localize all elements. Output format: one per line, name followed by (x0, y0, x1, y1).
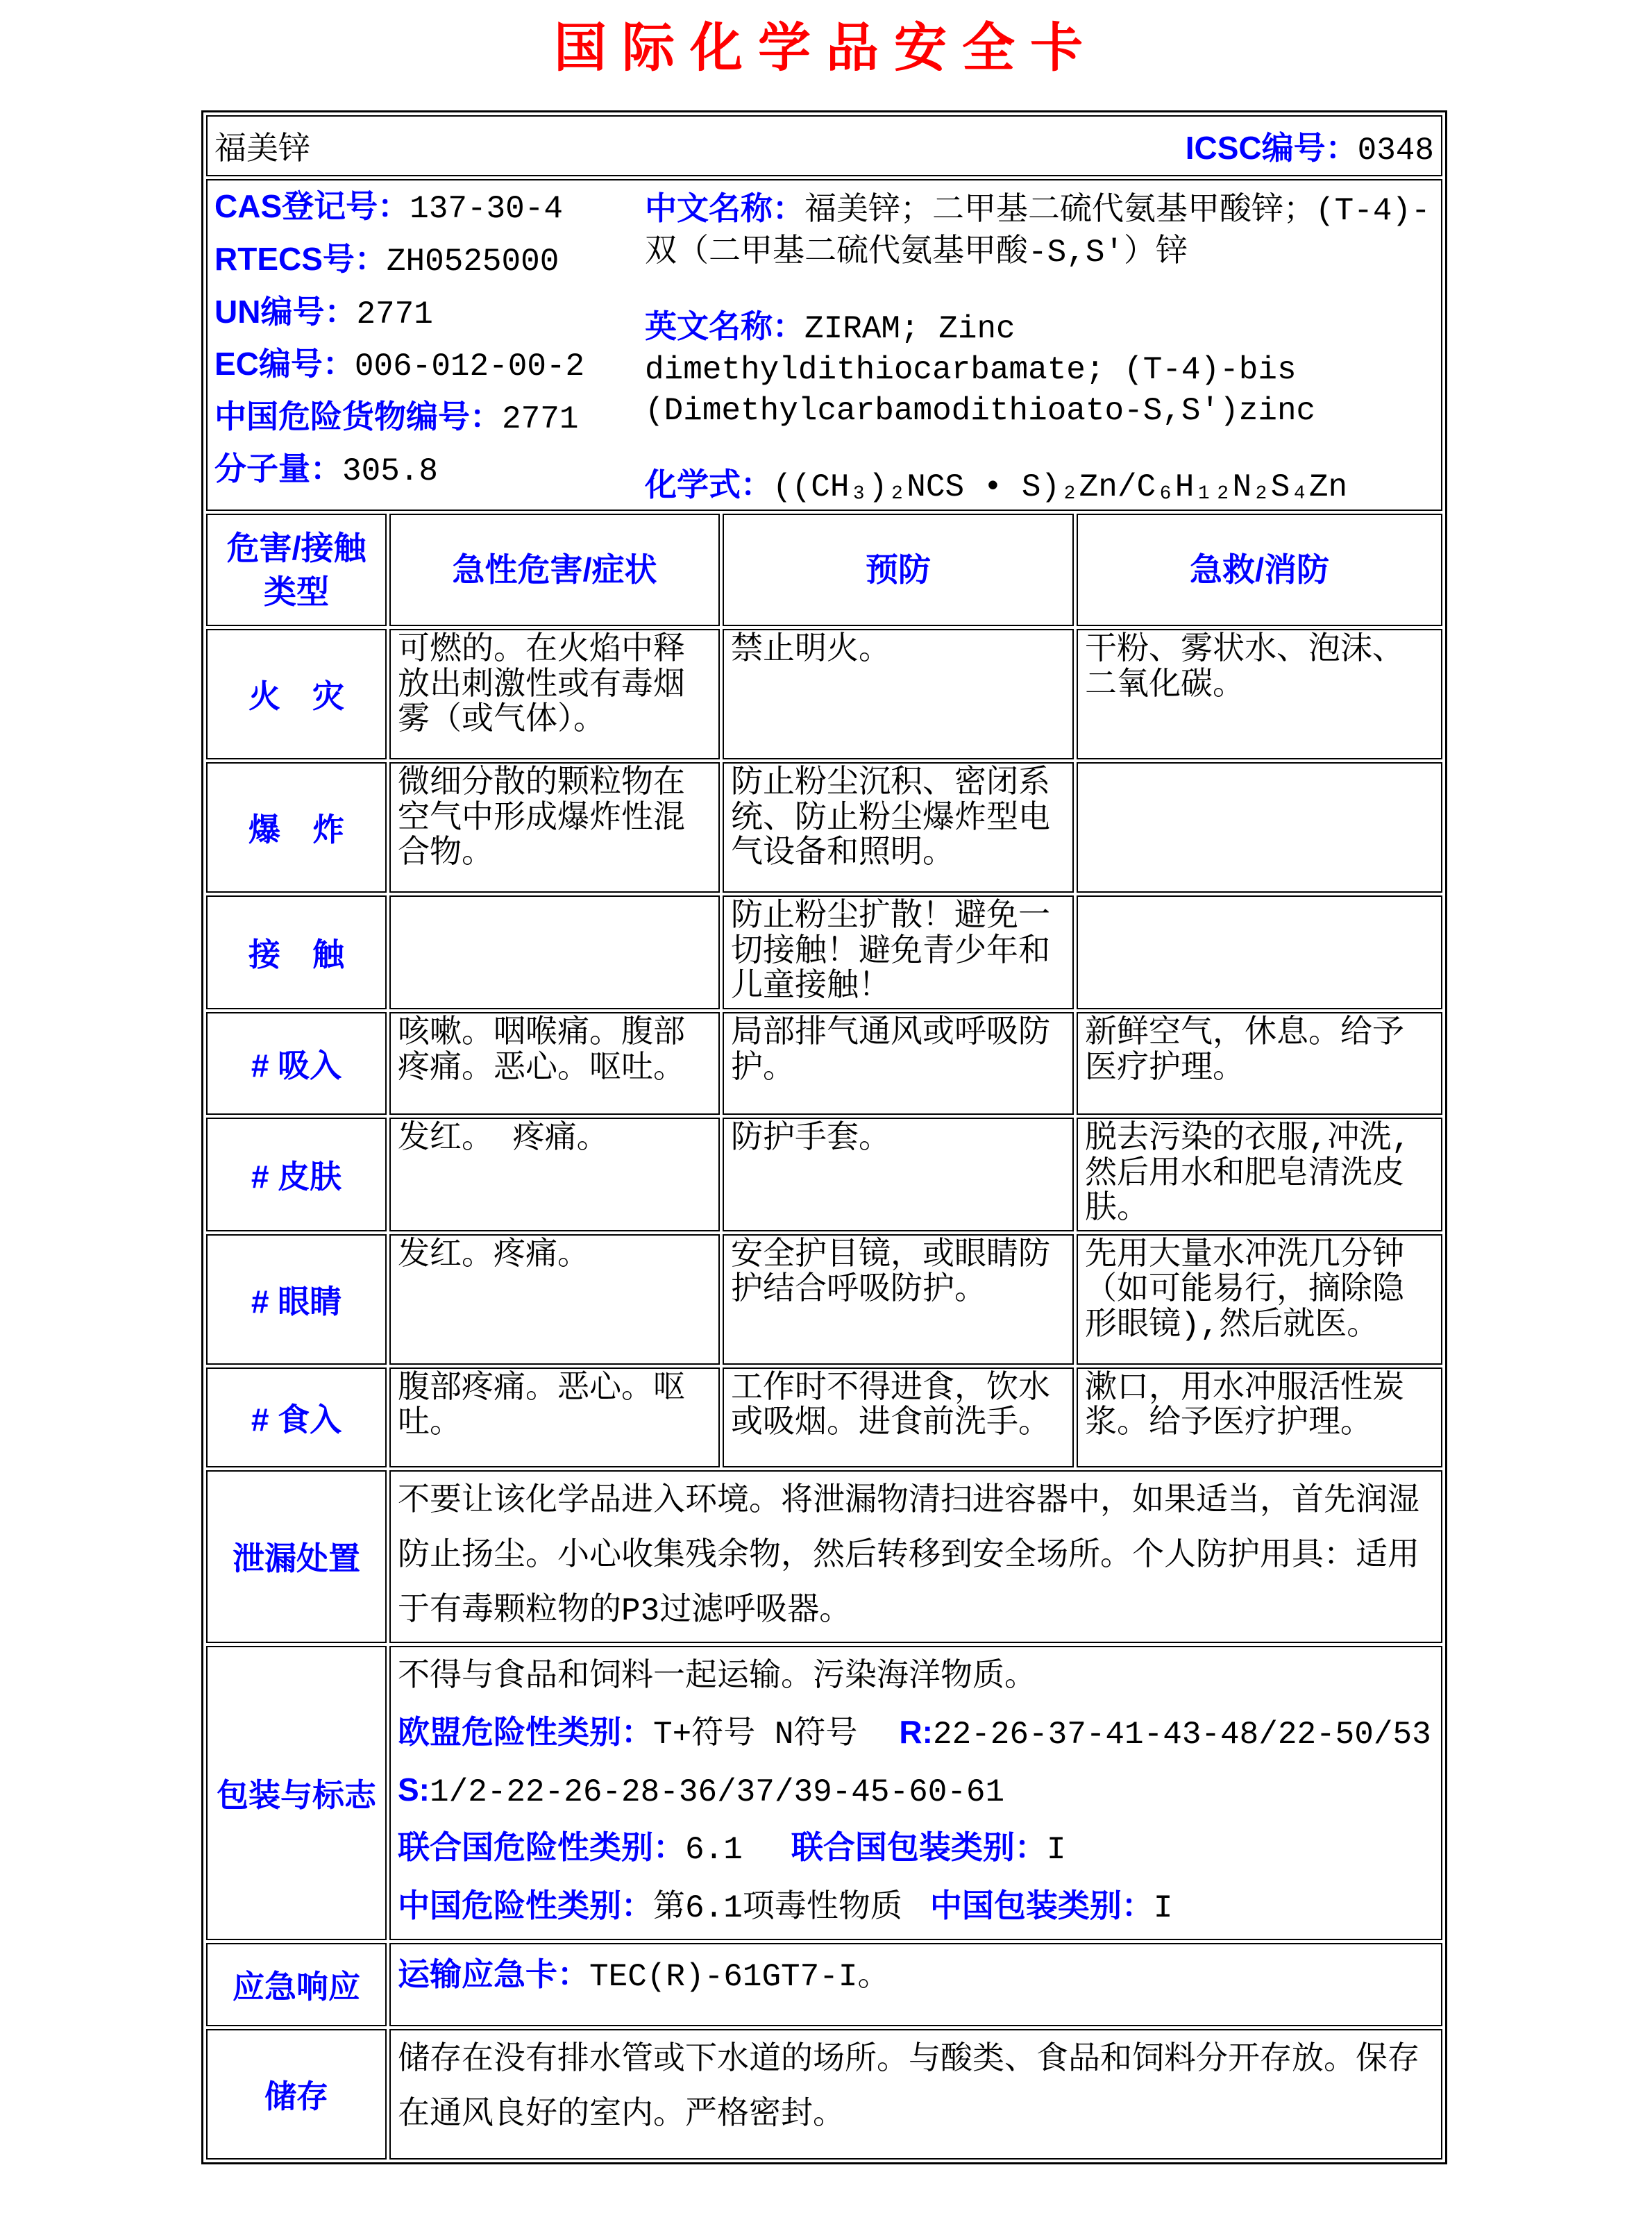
contact-label: 接 触 (206, 895, 387, 1009)
section-row-spillage (206, 1470, 1442, 1643)
english-name-label: 英文名称： (645, 308, 804, 344)
chinese-name-label: 中文名称： (645, 190, 804, 227)
molecular-weight-label: 分子量： (214, 451, 342, 487)
hazard-row-ingestion (206, 1367, 1442, 1467)
un-number-value: 2771 (356, 296, 433, 333)
explosion-prevention: 防止粉尘沉积、密闭系统、防止粉尘爆炸型电气设备和照明。 (723, 762, 1074, 893)
inhalation-prevention: 局部排气通风或呼吸防护。 (723, 1012, 1074, 1115)
storage-text: 储存在没有排水管或下水道的场所。与酸类、食品和饲料分开存放。保存在通风良好的室内。严格密封。 (389, 2029, 1442, 2160)
emergency-content (389, 1943, 1442, 2026)
molecular-weight-line (214, 451, 645, 489)
fire-prevention: 禁止明火。 (723, 629, 1074, 759)
transport-card-value: TEC(R)-61GT7-I。 (589, 1958, 890, 1995)
skin-response: 脱去污染的衣服,冲洗,然后用水和肥皂清洗皮肤。 (1077, 1118, 1442, 1231)
storage-label: 储存 (206, 2029, 387, 2160)
contact-prevention: 防止粉尘扩散！避免一切接触！避免青少年和儿童接触！ (723, 895, 1074, 1009)
cn-class-value: 第6.1项毒性物质 (653, 1889, 902, 1926)
hazard-row-eyes (206, 1234, 1442, 1365)
icsc-number (1186, 123, 1434, 169)
rtecs-number-value: ZH0525000 (386, 243, 559, 280)
cas-number-line (214, 189, 645, 227)
section-row-packaging (206, 1646, 1442, 1940)
packaging-label: 包装与标志 (206, 1646, 387, 1940)
china-dg-number-label: 中国危险货物编号： (214, 398, 502, 435)
r-phrases-label: R: (899, 1714, 933, 1751)
chinese-name-block (645, 189, 1434, 271)
ec-number-label: EC编号： (214, 346, 355, 382)
page-title: 国际化学品安全卡 (554, 19, 1098, 78)
cas-number-value: 137-30-4 (410, 191, 563, 228)
s-phrases-value: 1/2-22-26-28-36/37/39-45-60-61 (430, 1774, 1005, 1811)
skin-prevention: 防护手套。 (723, 1118, 1074, 1231)
china-dg-number-line (214, 399, 645, 437)
packaging-un-line (398, 1820, 1434, 1878)
un-pack-label: 联合国包装类别： (791, 1829, 1047, 1866)
identifiers-right-column (645, 183, 1434, 507)
header-acute-symptoms: 急性危害/症状 (389, 514, 720, 626)
inhalation-symptoms: 咳嗽。咽喉痛。腹部疼痛。恶心。呕吐。 (389, 1012, 720, 1115)
un-class-value: 6.1 (685, 1832, 743, 1869)
cas-number-label: CAS登记号： (214, 188, 410, 225)
cn-pack-label: 中国包装类别： (929, 1887, 1154, 1924)
english-name-block (645, 307, 1434, 430)
packaging-transport-note: 不得与食品和饲料一起运输。污染海洋物质。 (398, 1659, 1036, 1696)
s-phrases-label: S: (398, 1771, 430, 1808)
explosion-label: 爆 炸 (206, 762, 387, 893)
eyes-label: # 眼睛 (206, 1234, 387, 1365)
hazard-row-contact (206, 895, 1442, 1009)
eu-class-value: T+符号 N符号 (653, 1717, 858, 1753)
un-pack-value: I (1046, 1832, 1066, 1869)
hazard-row-explosion (206, 762, 1442, 893)
eyes-symptoms: 发红。疼痛。 (389, 1234, 720, 1365)
chemical-formula-label: 化学式： (645, 466, 773, 503)
skin-symptoms: 发红。 疼痛。 (389, 1118, 720, 1231)
spillage-text: 不要让该化学品进入环境。将泄漏物清扫进容器中，如果适当，首先润湿防止扬尘。小心收集残余物，然后转移到安全场所。个人防护用具：适用于有毒颗粒物的P3过滤呼吸器。 (389, 1470, 1442, 1643)
chemical-formula-value: ((CH₃)₂NCS • S)₂Zn/C₆H₁₂N₂S₄Zn (773, 469, 1348, 505)
english-name-value: ZIRAM; Zinc dimethyldithiocarbamate; (T-4)-bis (Dimethylcarbamodithioato-S,S')zinc (645, 310, 1316, 429)
skin-label: # 皮肤 (206, 1118, 387, 1231)
chinese-name-value: 福美锌；二甲基二硫代氨基甲酸锌；(T-4)-双（二甲基二硫代氨基甲酸-S,S'）锌 (645, 193, 1431, 271)
chemical-formula-block (645, 465, 1434, 507)
emergency-label: 应急响应 (206, 1943, 387, 2026)
rtecs-number-label: RTECS号： (214, 240, 387, 277)
hazard-row-fire (206, 629, 1442, 759)
transport-card-label: 运输应急卡： (398, 1955, 589, 1992)
icsc-number-label: ICSC编号： (1185, 130, 1358, 167)
identifiers-left-column (214, 183, 645, 507)
packaging-cn-line (398, 1878, 1434, 1936)
ec-number-value: 006-012-00-2 (354, 348, 585, 385)
inhalation-response: 新鲜空气，休息。给予医疗护理。 (1077, 1012, 1442, 1115)
molecular-weight-value: 305.8 (342, 453, 439, 490)
header-prevention: 预防 (723, 514, 1074, 626)
icsc-card-table (201, 110, 1447, 2164)
section-row-emergency (206, 1943, 1442, 2026)
rtecs-number-line (214, 242, 645, 280)
contact-symptoms (389, 895, 720, 1009)
icsc-number-value: 0348 (1357, 133, 1435, 169)
un-number-line (214, 294, 645, 333)
packaging-eu-line (398, 1705, 1434, 1762)
china-dg-number-value: 2771 (502, 401, 579, 437)
section-row-storage (206, 2029, 1442, 2160)
un-class-label: 联合国危险性类别： (398, 1829, 685, 1866)
hazard-row-skin (206, 1118, 1442, 1231)
fire-symptoms: 可燃的。在火焰中释放出刺激性或有毒烟雾（或气体）。 (389, 629, 720, 759)
cn-class-label: 中国危险性类别： (398, 1887, 653, 1924)
un-number-label: UN编号： (214, 293, 357, 330)
card-header-row (206, 115, 1442, 176)
hazard-table-header-row (206, 514, 1442, 626)
ec-number-line (214, 346, 645, 385)
card-header-cell (206, 115, 1442, 176)
identifiers-row (206, 179, 1442, 511)
packaging-s-line (398, 1762, 1434, 1820)
contact-response (1077, 895, 1442, 1009)
cn-pack-value: I (1153, 1889, 1173, 1926)
hazard-row-inhalation (206, 1012, 1442, 1115)
r-phrases-value: 22-26-37-41-43-48/22-50/53 (932, 1717, 1431, 1753)
header-first-aid: 急救/消防 (1077, 514, 1442, 626)
ingestion-label: # 食入 (206, 1367, 387, 1467)
chemical-name: 福美锌 (214, 133, 310, 169)
fire-label: 火 灾 (206, 629, 387, 759)
card-header-content (214, 123, 1434, 169)
header-hazard-type: 危害/接触类型 (206, 514, 387, 626)
explosion-symptoms: 微细分散的颗粒物在空气中形成爆炸性混合物。 (389, 762, 720, 893)
explosion-response (1077, 762, 1442, 893)
identifiers-columns (214, 183, 1434, 507)
eu-class-label: 欧盟危险性类别： (398, 1714, 653, 1751)
packaging-content (389, 1646, 1442, 1940)
spillage-label: 泄漏处置 (206, 1470, 387, 1643)
eyes-response: 先用大量水冲洗几分钟（如可能易行，摘除隐形眼镜),然后就医。 (1077, 1234, 1442, 1365)
ingestion-response: 漱口，用水冲服活性炭浆。给予医疗护理。 (1077, 1367, 1442, 1467)
identifiers-cell (206, 179, 1442, 511)
eyes-prevention: 安全护目镜，或眼睛防护结合呼吸防护。 (723, 1234, 1074, 1365)
inhalation-label: # 吸入 (206, 1012, 387, 1115)
ingestion-prevention: 工作时不得进食，饮水或吸烟。进食前洗手。 (723, 1367, 1074, 1467)
fire-response: 干粉、雾状水、泡沫、二氧化碳。 (1077, 629, 1442, 759)
ingestion-symptoms: 腹部疼痛。恶心。呕吐。 (389, 1367, 720, 1467)
